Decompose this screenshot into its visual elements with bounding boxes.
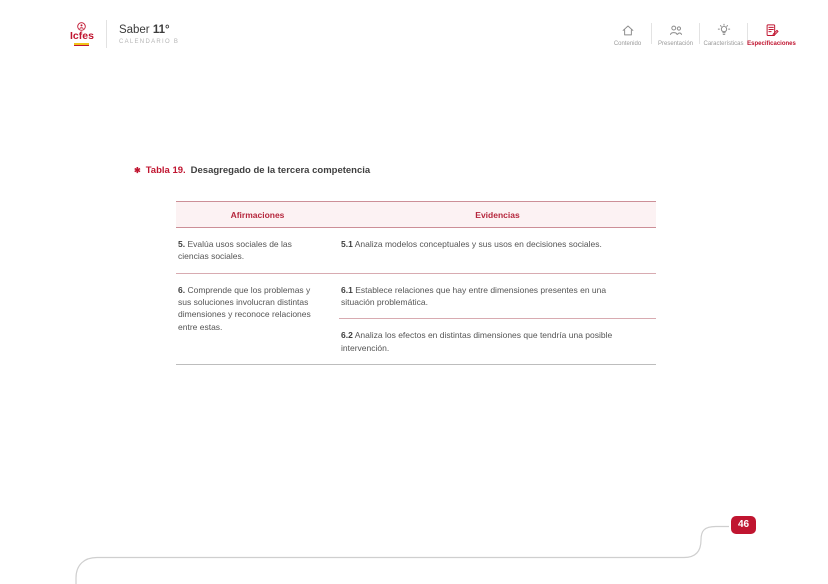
nav-item-contenido[interactable] [605, 20, 650, 47]
competency-table [176, 201, 656, 365]
evidence-cell: 6.1 Establece relaciones que hay entre dimensiones presentes en una situación problemática. [339, 273, 656, 319]
table-row [176, 273, 656, 319]
table-caption-text: Desagregado de la tercera competencia [190, 165, 371, 176]
column-header-afirmaciones: Afirmaciones [176, 202, 339, 228]
table-caption [134, 165, 370, 176]
nav-item-label: Presentación [657, 41, 694, 47]
logo-wordmark: Icfes [70, 29, 94, 42]
lightbulb-icon [716, 22, 732, 38]
column-header-evidencias: Evidencias [339, 202, 656, 228]
nav-item-label: Especificaciones [747, 41, 796, 47]
icfes-logo [70, 22, 94, 47]
nav-item-label: Contenido [613, 41, 642, 47]
nav-item-label: Características [703, 41, 744, 47]
document-nav [605, 20, 794, 47]
product-block [119, 24, 179, 45]
table-header-row [176, 202, 656, 228]
nav-item-especificaciones[interactable] [749, 20, 794, 47]
page-number-badge: 46 [731, 516, 756, 534]
nav-divider [651, 23, 652, 44]
star-bullet-icon: ✱ [134, 166, 141, 175]
calendar-subtitle: CALENDARIO B [118, 38, 180, 45]
header-divider [106, 20, 107, 48]
colombia-flag-icon [74, 43, 89, 46]
header-branding [70, 20, 179, 48]
table-caption-label: Tabla 19. [145, 165, 186, 176]
nav-divider [699, 23, 700, 44]
table-row [176, 228, 656, 274]
affirmation-cell: 6. Comprende que los problemas y sus soluciones involucran distintas dimensiones y reconoce relaciones entre estas. [176, 273, 339, 364]
home-icon [620, 22, 636, 38]
evidence-cell: 6.2 Analiza los efectos en distintas dimensiones que tendría una posible intervención. [339, 319, 656, 365]
evidence-cell: 5.1 Analiza modelos conceptuales y sus usos en decisiones sociales. [339, 228, 656, 274]
nav-item-presentacion[interactable] [653, 20, 698, 47]
nav-item-caracteristicas[interactable] [701, 20, 746, 47]
affirmation-cell: 5. Evalúa usos sociales de las ciencias sociales. [176, 228, 339, 274]
document-pencil-icon [764, 22, 780, 38]
people-icon [668, 22, 684, 38]
product-title: Saber 11° [118, 23, 170, 36]
